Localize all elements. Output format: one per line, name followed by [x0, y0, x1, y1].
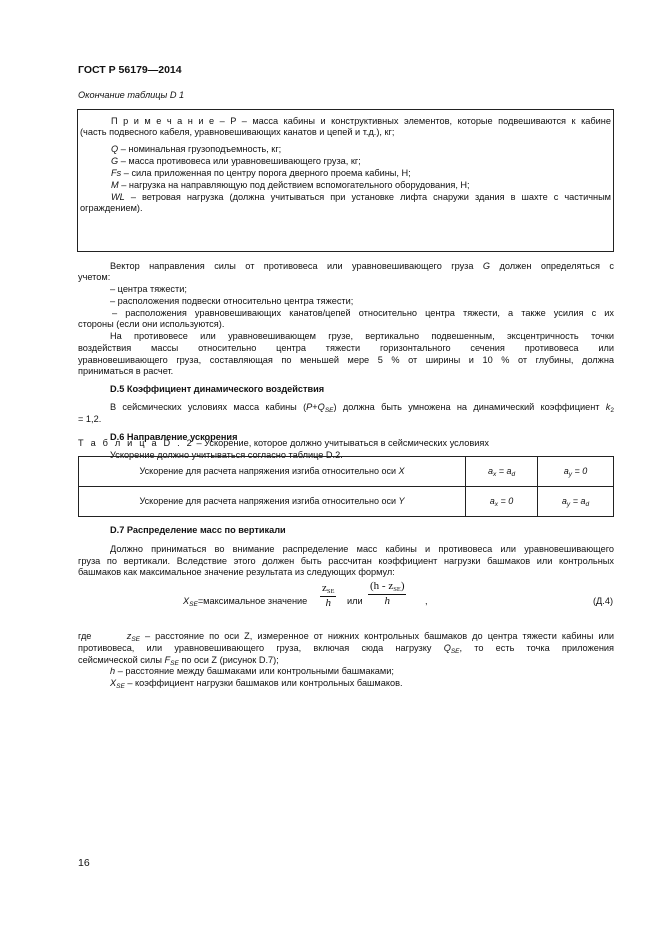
symbol-q: Q: [111, 144, 119, 154]
where-h-text: – расстояние между башмаками или контрольными башмаками;: [117, 666, 394, 676]
vector-bullet-3: – расположения уравновешивающих канатов/цепей относительно центра тяжести, а также усилия с их: [112, 308, 614, 318]
note-q: [111, 144, 281, 156]
ecc-line-3: уравновешивающего груза, составляющая по меньшей мере 5 % от ширины и 10 % от глубины, должна: [78, 355, 614, 365]
symbol-h: h: [110, 666, 116, 676]
d6-text: Ускорение должно учитываться согласно таблице D.2.: [110, 450, 343, 460]
symbol-q: Q: [443, 643, 451, 653]
formula-or: или: [347, 596, 363, 606]
where-line-3: [78, 655, 279, 667]
table-row: [79, 487, 614, 517]
vector-text-a: Вектор направления силы от противовеса или уравновешивающего груза: [110, 261, 474, 271]
note-label: П р и м е ч а н и е: [111, 116, 215, 126]
sym-z: z: [322, 582, 327, 594]
subscript-2: 2: [610, 407, 614, 414]
symbol-g: G: [111, 156, 119, 166]
symbol-g: G: [482, 261, 491, 271]
vector-text-b: должен определяться с: [499, 261, 614, 271]
note-fs: [111, 168, 411, 180]
subscript-se: SE: [189, 601, 198, 608]
symbol-fs: Fs: [111, 168, 122, 178]
section-d5-title: D.5 Коэффициент динамического воздействия: [110, 384, 325, 394]
section-d6-title: D.6 Направление ускорения: [110, 432, 238, 442]
fraction-2-denominator: h: [384, 594, 390, 607]
fraction-2: [368, 581, 406, 607]
symbol-k: k: [605, 402, 611, 412]
acceleration-table: [78, 456, 614, 517]
symbol-x: X: [183, 596, 190, 606]
fraction-1-numerator: [320, 583, 336, 597]
fraction-1: [320, 583, 336, 609]
vector-para-line-2: учетом:: [78, 272, 111, 282]
plus-sign: +: [312, 402, 318, 412]
where-xse: [110, 678, 403, 690]
table-cell-ay: [538, 457, 614, 487]
where-xse-text: – коэффициент нагрузки башмаков или контрольных башмаков.: [127, 678, 403, 688]
formula-eq-text: =максимальное значение: [197, 596, 308, 606]
symbol-x: X: [110, 678, 117, 688]
symbol-q: Q: [317, 402, 325, 412]
where-z-text: – расстояние по оси Z, измеренное от нижних контрольных башмаков до центра тяжести кабины или: [145, 631, 614, 641]
symbol-wl: WL: [111, 192, 125, 202]
d5-text-b: ) должна быть умножена на динамический коэффициент: [333, 402, 600, 412]
sym-a: a: [563, 465, 569, 476]
table-caption-text: – Ускорение, которое должно учитываться в сейсмических условиях: [196, 438, 489, 448]
ecc-line-2: воздействия массы относительно центра тяжести горизонтального сечения противовеса или: [78, 343, 614, 353]
vector-bullet-2: – расположения подвески относительно центра тяжести;: [110, 296, 354, 306]
eq-val: = 0: [574, 465, 588, 476]
note-fs-text: – сила приложенная по центру порога дверного проема кабины, Н;: [123, 168, 411, 178]
table-caption: [78, 438, 489, 450]
formula-number: (Д.4): [593, 596, 614, 606]
sub-d: d: [511, 470, 516, 478]
sub-se: SE: [326, 588, 335, 595]
subscript-se: SE: [170, 660, 179, 667]
subscript-se: SE: [450, 648, 460, 655]
note-p-text: – P – масса кабины и конструктивных элементов, которые подвешиваются к кабине: [219, 116, 611, 126]
eq-val: = a: [572, 495, 586, 506]
where-text-d: по оси Z (рисунок D.7);: [181, 655, 279, 665]
symbol-z: z: [126, 631, 132, 641]
d7-line-2: груза по вертикали. Вследствие этого должен быть рассчитан коэффициент нагрузки башмаков или контрольных: [78, 556, 614, 566]
vector-bullet-3-line-2: стороны (если они используются).: [78, 319, 225, 329]
note-g: [111, 156, 361, 168]
where-label: где: [78, 631, 92, 641]
num-a: (h - z: [370, 580, 394, 592]
table-cell-desc: [79, 457, 466, 487]
sub-d: d: [585, 500, 590, 508]
table-cell-ax: [466, 487, 538, 517]
where-text-c: сейсмической силы: [78, 655, 162, 665]
table-cell-ay: [538, 487, 614, 517]
page-number: 16: [78, 857, 90, 869]
note-wl-line-2: ограждением).: [80, 203, 143, 213]
eq-val: = a: [498, 465, 512, 476]
formula-comma: ,: [425, 596, 428, 606]
note-box: [77, 109, 614, 252]
note-line-1: [111, 116, 611, 128]
document-header: ГОСТ Р 56179—2014: [78, 64, 182, 76]
note-line-2: (часть подвесного кабеля, уравновешивающих канатов и цепей и т.д.), кг;: [80, 127, 395, 137]
d7-line-3: башмаков как максимальное значение результата из следующих формул:: [78, 567, 395, 577]
sub-x: x: [492, 470, 497, 478]
d5-line-2: = 1,2.: [78, 414, 102, 424]
d7-line-1: Должно приниматься во внимание распределение масс кабины и противовеса или уравновешивающего: [110, 544, 614, 554]
vector-bullet-1: – центра тяжести;: [110, 284, 187, 294]
row-axis: X: [398, 465, 405, 476]
sub-y: y: [568, 470, 572, 478]
where-h: [110, 666, 394, 678]
ecc-line-4: приниматься в расчет.: [78, 366, 174, 376]
where-line-1: [78, 631, 614, 643]
table-cell-desc: [79, 487, 466, 517]
where-line-2: [78, 643, 614, 655]
sub-se: SE: [393, 586, 401, 593]
d5-text-a: В сейсмических условиях масса кабины (: [110, 402, 307, 412]
row-axis: Y: [398, 495, 405, 506]
table-caption-label: Т а б л и ц а D . 2: [78, 438, 194, 448]
sym-a: a: [489, 495, 495, 506]
where-text-b: , то есть точка приложения: [459, 643, 615, 653]
formula-lhs: [183, 596, 307, 608]
num-b: ): [400, 580, 405, 592]
row-desc: Ускорение для расчета напряжения изгиба относительно оси: [139, 465, 396, 476]
note-m-text: – нагрузка на направляющую под действием вспомогательного оборудования, Н;: [121, 180, 470, 190]
note-m: [111, 180, 470, 192]
sym-a: a: [561, 495, 567, 506]
section-d7-title: D.7 Распределение масс по вертикали: [110, 525, 286, 535]
eq-val: = 0: [500, 495, 514, 506]
subscript-se: SE: [324, 407, 334, 414]
table-continuation-label: Окончание таблицы D 1: [78, 90, 185, 100]
symbol-m: M: [111, 180, 119, 190]
symbol-f: F: [164, 655, 171, 665]
subscript-se: SE: [116, 683, 125, 690]
note-wl: [111, 192, 611, 204]
d5-line-1: [110, 402, 614, 414]
sub-y: y: [566, 500, 571, 508]
fraction-2-numerator: [368, 581, 406, 595]
vector-para-line-1: [110, 261, 614, 273]
fraction-1-denominator: h: [325, 596, 331, 609]
sub-x: x: [494, 500, 499, 508]
note-q-text: – номинальная грузоподъемность, кг;: [120, 144, 282, 154]
symbol-p: P: [306, 402, 313, 412]
subscript-se: SE: [131, 636, 140, 643]
note-wl-text: – ветровая нагрузка (должна учитываться при установке лифта снаружи здания в шахте с частичным: [130, 192, 611, 202]
sym-a: a: [487, 465, 493, 476]
table-row: [79, 457, 614, 487]
table-cell-ax: [466, 457, 538, 487]
ecc-line-1: На противовесе или уравновешивающем грузе, вертикально подвешенным, эксцентричность точки: [110, 331, 614, 341]
note-g-text: – масса противовеса или уравновешивающего груза, кг;: [120, 156, 361, 166]
row-desc: Ускорение для расчета напряжения изгиба относительно оси: [139, 495, 396, 506]
where-text-a: противовеса, или уравновешивающего груза, включая сюда нагрузку: [78, 643, 432, 653]
